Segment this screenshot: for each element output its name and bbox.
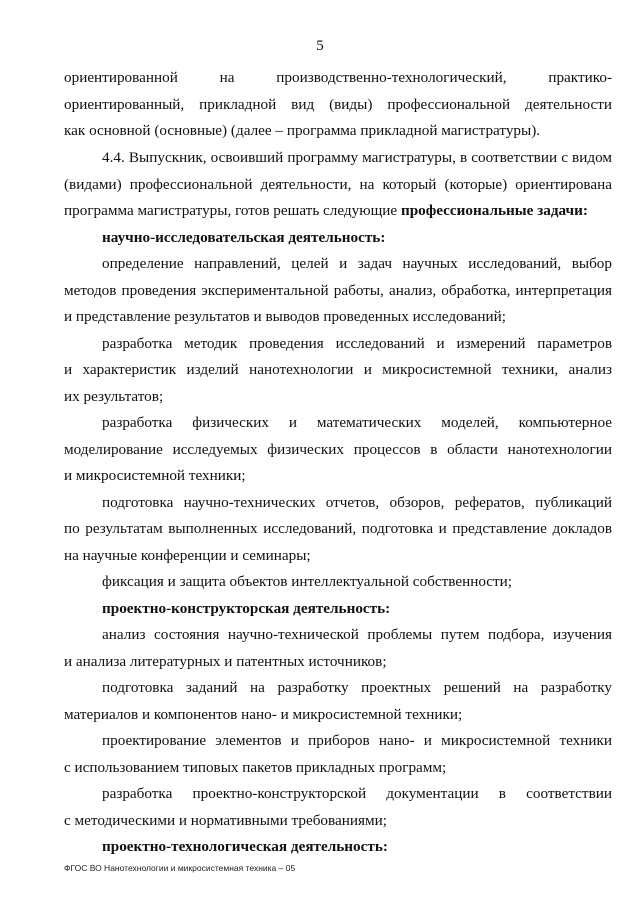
text-line: с методическими и нормативными требованиями; [64,812,387,829]
text-line: как основной (основные) (далее – программа прикладной магистратуры). [64,122,541,139]
text-line: и анализа литературных и патентных источников; [64,653,387,670]
text-line: подготовка заданий на разработку проектных решений на разработку [102,679,612,696]
text-line: ориентированный, прикладной вид (виды) профессиональной деятельности [64,96,612,113]
professional-tasks-label: профессиональные задачи: [400,202,588,219]
text-line: на научные конференции и семинары; [64,547,311,564]
page-number: 5 [316,38,324,54]
text-line: фиксация и защита объектов интеллектуальной собственности; [102,573,513,590]
text-line: и характеристик изделий нанотехнологии и микросистемной техники, анализ [64,361,612,378]
text-line: определение направлений, целей и задач научных исследований, выбор [102,255,612,272]
text-line: разработка проектно-конструкторской документации в соответствии [102,785,612,802]
text-line: и микросистемной техники; [64,467,246,484]
text-line: с использованием типовых пакетов прикладных программ; [64,759,447,776]
section-heading-technology: проектно-технологическая деятельность: [102,838,388,855]
text-line: подготовка научно-технических отчетов, обзоров, рефератов, публикаций [102,494,612,511]
footer-text: ФГОС ВО Нанотехнологии и микросистемная техника – 05 [64,863,296,873]
text-line: по результатам выполненных исследований, подготовка и представление докладов [64,520,612,537]
text-line: моделирование исследуемых физических процессов в области нанотехнологии [64,441,612,458]
text-line: (видами) профессиональной деятельности, на который (которые) ориентирована [64,176,612,193]
text-line: проектирование элементов и приборов нано- и микросистемной техники [102,732,612,749]
section-heading-research: научно-исследовательская деятельность: [102,229,386,246]
text-line: их результатов; [64,388,164,405]
text-line: разработка методик проведения исследований и измерений параметров [102,335,612,352]
text-line: ориентированной на производственно-технологический, практико- [64,69,612,86]
text-run: программа магистратуры, готов решать следующие [64,202,401,219]
text-line: и представление результатов и выводов проведенных исследований; [64,308,506,325]
text-line: анализ состояния научно-технической проблемы путем подбора, изучения [102,626,612,643]
text-line: 4.4. Выпускник, освоивший программу магистратуры, в соответствии с видом [102,149,612,166]
text-line: материалов и компонентов нано- и микросистемной техники; [64,706,463,723]
text-line [64,201,612,221]
section-heading-design: проектно-конструкторская деятельность: [102,600,391,617]
text-line: методов проведения экспериментальной работы, анализ, обработка, интерпретация [64,282,612,299]
text-line: разработка физических и математических моделей, компьютерное [102,414,612,431]
